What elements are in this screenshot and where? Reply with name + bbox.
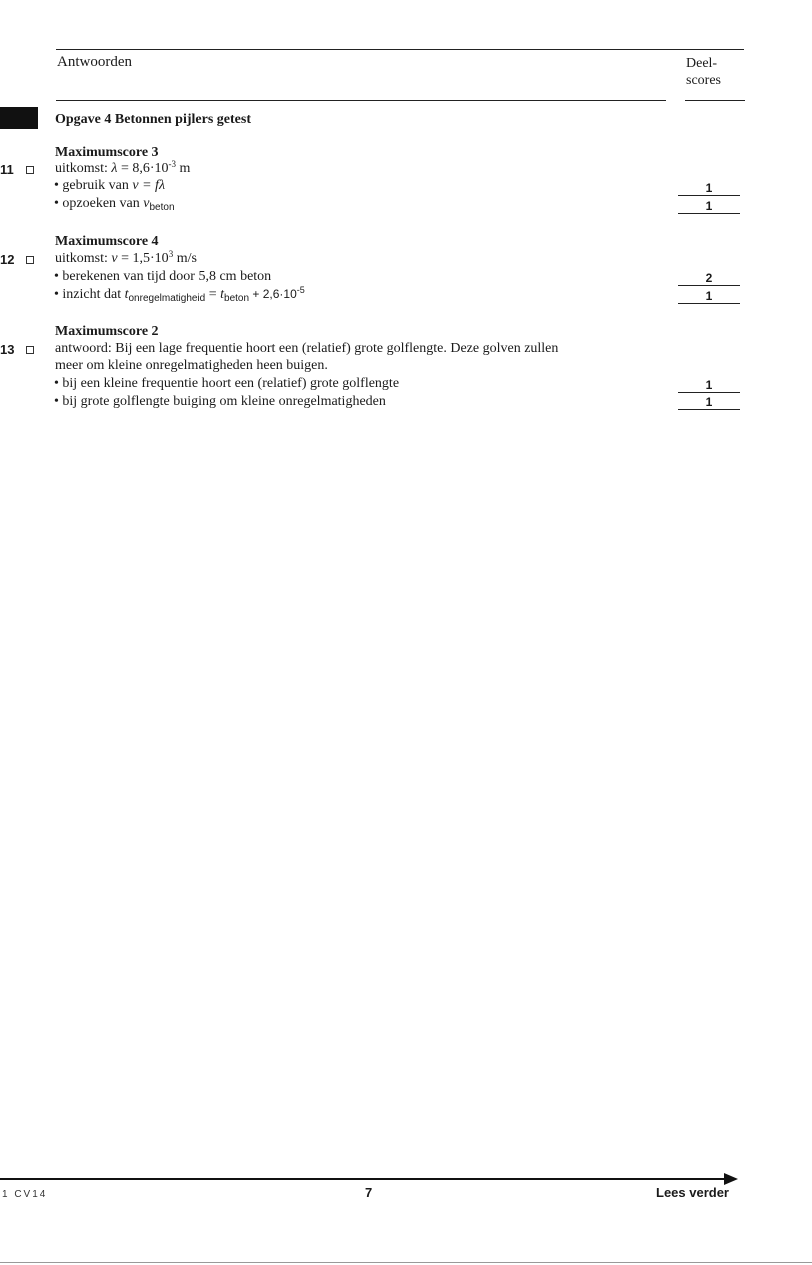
answer-value: = 8,6·10 <box>117 161 169 176</box>
answer-symbol: λ <box>111 161 118 176</box>
scan-edge-line <box>0 1262 812 1263</box>
max-score-label-11: Maximumscore 3 <box>55 145 159 160</box>
max-score-label-12: Maximumscore 4 <box>55 234 159 249</box>
header-scores-label <box>686 55 721 89</box>
item-subscript: beton <box>149 202 175 213</box>
footer-next-label: Lees verder <box>656 1185 729 1200</box>
score-11-2: 1 <box>678 200 740 214</box>
bullet: • <box>54 178 59 193</box>
header-scores-line2: scores <box>686 73 721 88</box>
answer-12 <box>55 250 197 267</box>
item-text: gebruik van <box>62 178 133 193</box>
header-scores-line1: Deel- <box>686 56 718 71</box>
question-number-12: 12 <box>0 252 15 267</box>
question-checkbox-13 <box>26 346 34 354</box>
item-text: bij grote golflengte buiging om kleine onregelmatigheden <box>62 394 386 409</box>
item-text: opzoeken van <box>62 196 144 211</box>
footer-page-number: 7 <box>365 1185 373 1200</box>
question-number-13: 13 <box>0 342 15 357</box>
footer-rule <box>0 1178 728 1180</box>
max-score-label-13: Maximumscore 2 <box>55 324 159 339</box>
score-12-2: 1 <box>678 290 740 304</box>
question-checkbox-11 <box>26 166 34 174</box>
item-symbol-1: t <box>124 287 129 302</box>
item-exponent: -5 <box>296 285 305 295</box>
answer-13-line1: antwoord: Bij een lage frequentie hoort een (relatief) grote golflengte. Deze golven zullen <box>55 341 559 356</box>
bullet: • <box>54 269 59 284</box>
answer-value: = 1,5·10 <box>117 251 169 266</box>
scoring-item-13-1 <box>54 375 399 392</box>
scoring-item-13-2 <box>54 393 386 410</box>
footer-code: 1 CV14 <box>2 1189 48 1200</box>
score-11-1: 1 <box>678 182 740 196</box>
header-scores-rule <box>685 100 745 101</box>
answer-exponent: -3 <box>168 159 177 169</box>
item-text: bij een kleine frequentie hoort een (relatief) grote golflengte <box>62 376 400 391</box>
question-checkbox-12 <box>26 256 34 264</box>
score-12-1: 2 <box>678 272 740 286</box>
question-number-11: 11 <box>0 162 14 177</box>
item-formula: v = fλ <box>132 178 166 193</box>
scoring-item-11-1 <box>54 177 165 194</box>
item-symbol-2: t <box>220 287 225 302</box>
scoring-item-12-2 <box>54 286 305 303</box>
bullet: • <box>54 394 59 409</box>
item-symbol: v <box>143 196 150 211</box>
answer-exponent: 3 <box>168 249 174 259</box>
footer-arrow-icon <box>724 1173 738 1185</box>
bullet: • <box>54 376 59 391</box>
answer-label: uitkomst: <box>55 251 112 266</box>
header-top-rule <box>56 49 744 50</box>
bullet: • <box>54 196 59 211</box>
header-bottom-rule <box>56 100 666 101</box>
scoring-item-11-2 <box>54 195 175 212</box>
answer-label: uitkomst: <box>55 161 112 176</box>
score-13-1: 1 <box>678 379 740 393</box>
item-text: berekenen van tijd door 5,8 cm beton <box>62 269 272 284</box>
scoring-item-12-1 <box>54 268 271 285</box>
answer-unit: m/s <box>173 251 197 266</box>
item-value: + 2,6·10 <box>249 287 297 301</box>
section-marker <box>0 107 38 129</box>
item-subscript-2: beton <box>224 293 250 304</box>
score-13-2: 1 <box>678 396 740 410</box>
item-equals: = <box>205 287 221 302</box>
answer-11 <box>55 160 190 177</box>
section-title: Opgave 4 Betonnen pijlers getest <box>55 112 251 127</box>
answer-unit: m <box>176 161 191 176</box>
answer-symbol: v <box>111 251 118 266</box>
item-text: inzicht dat <box>62 287 125 302</box>
item-subscript-1: onregelmatigheid <box>128 293 206 304</box>
answer-13-line2: meer om kleine onregelmatigheden heen buigen. <box>55 358 328 373</box>
header-title: Antwoorden <box>57 54 132 70</box>
bullet: • <box>54 287 59 302</box>
